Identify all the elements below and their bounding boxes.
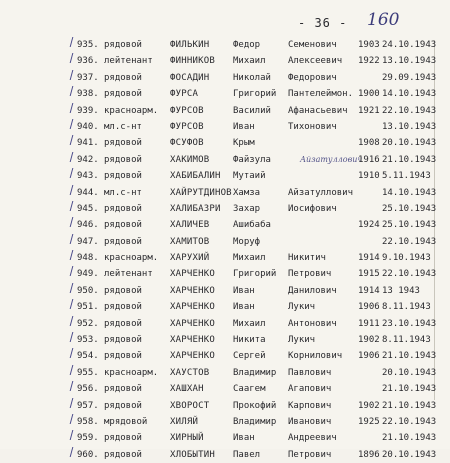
rank-cell: красноарм. xyxy=(104,367,159,378)
table-row xyxy=(0,135,450,151)
table-row xyxy=(0,201,450,217)
birth-year-cell: 1900 xyxy=(358,89,380,100)
patronymic-cell: Алексеевич xyxy=(288,56,343,67)
patronymic-cell: Никитич xyxy=(288,253,326,264)
patronymic-cell: Павлович xyxy=(288,367,332,378)
rank-cell: рядовой xyxy=(104,449,142,460)
surname-cell: ХИРНЫЙ xyxy=(170,433,204,444)
entry-number: 938. xyxy=(77,89,99,100)
patronymic-cell: Иосифович xyxy=(288,203,337,214)
surname-cell: ФИЛЬКИН xyxy=(170,40,210,50)
first-name-cell: Никита xyxy=(233,335,266,346)
birth-year-cell: 1902 xyxy=(358,400,380,411)
patronymic-cell: Федорович xyxy=(288,72,337,83)
rank-cell: рядовой xyxy=(104,40,142,50)
patronymic-cell: Тихонович xyxy=(288,121,337,132)
patronymic-cell: Агапович xyxy=(288,384,332,395)
date-cell: 13.10.1943 xyxy=(382,56,437,67)
rank-cell: рядовой xyxy=(104,138,142,149)
table-row xyxy=(0,348,450,364)
table-row xyxy=(0,332,450,348)
rank-cell: мл.с-нт xyxy=(104,121,142,132)
first-name-cell: Мутаий xyxy=(233,171,266,182)
date-cell: 20.10.1943 xyxy=(382,449,437,460)
entry-number: 940. xyxy=(77,121,99,132)
rank-cell: рядовой xyxy=(104,400,142,411)
surname-cell: ХЛОБЫТИН xyxy=(170,449,215,460)
table-row xyxy=(0,414,450,430)
first-name-cell: Прокофий xyxy=(233,400,277,411)
date-cell: 29.09.1943 xyxy=(382,72,437,83)
first-name-cell: Саагем xyxy=(233,384,266,395)
rank-cell: рядовой xyxy=(104,154,142,165)
rank-cell: лейтенант xyxy=(104,56,153,67)
entry-number: 950. xyxy=(77,285,99,296)
date-cell: 25.10.1943 xyxy=(382,203,437,214)
patronymic-cell: Пантелеймон. xyxy=(288,89,354,100)
entry-number: 952. xyxy=(77,318,99,329)
birth-year-cell: 1902 xyxy=(358,335,380,346)
surname-cell: ХАМИТОВ xyxy=(170,236,210,247)
first-name-cell: Григорий xyxy=(233,89,277,100)
birth-year-cell: 1910 xyxy=(358,171,380,182)
rank-cell: мл.с-нт xyxy=(104,187,142,198)
surname-cell: ФОСАДИН xyxy=(170,72,210,83)
entry-number: 960. xyxy=(77,449,99,460)
table-row xyxy=(0,70,450,86)
rank-cell: рядовой xyxy=(104,171,142,182)
first-name-cell: Михаил xyxy=(233,318,266,329)
birth-year-cell: 1896 xyxy=(358,449,380,460)
table-row xyxy=(0,152,450,168)
date-cell: 14.10.1943 xyxy=(382,187,437,198)
table-row xyxy=(0,53,450,69)
surname-cell: ХАРЧЕНКО xyxy=(170,351,215,362)
table-row xyxy=(0,250,450,266)
date-cell: 24.10.1943 xyxy=(382,40,437,50)
surname-cell: ХАРЧЕНКО xyxy=(170,302,215,313)
patronymic-cell: Антонович xyxy=(288,318,337,329)
handwritten-annotation: Айзатуллович xyxy=(300,155,363,164)
date-cell: 14.10.1943 xyxy=(382,89,437,100)
surname-cell: ХАКИМОВ xyxy=(170,154,210,165)
entry-number: 948. xyxy=(77,253,99,264)
first-name-cell: Владимир xyxy=(233,367,277,378)
table-row xyxy=(0,234,450,250)
date-cell: 9.10.1943 xyxy=(382,253,431,264)
rank-cell: рядовой xyxy=(104,384,142,395)
rank-cell: рядовой xyxy=(104,89,142,100)
surname-cell: ХАБИБАЛИН xyxy=(170,171,221,182)
entry-number: 937. xyxy=(77,72,99,83)
surname-cell: ФСУФОВ xyxy=(170,138,204,149)
table-row xyxy=(0,119,450,135)
entry-number: 953. xyxy=(77,335,99,346)
entry-number: 946. xyxy=(77,220,99,231)
birth-year-cell: 1924 xyxy=(358,220,380,231)
entry-number: 955. xyxy=(77,367,99,378)
table-row xyxy=(0,316,450,332)
date-cell: 21.10.1943 xyxy=(382,384,437,395)
table-row xyxy=(0,86,450,102)
table-row xyxy=(0,381,450,397)
birth-year-cell: 1921 xyxy=(358,105,380,116)
date-cell: 22.10.1943 xyxy=(382,416,437,427)
date-cell: 20.10.1943 xyxy=(382,138,437,149)
birth-year-cell: 1906 xyxy=(358,302,380,313)
rank-cell: красноарм. xyxy=(104,105,159,116)
table-row xyxy=(0,283,450,299)
birth-year-cell: 1914 xyxy=(358,285,380,296)
first-name-cell: Хамза xyxy=(233,187,261,198)
surname-cell: ХАЛИБАЗРИ xyxy=(170,203,221,214)
surname-cell: ХАЙРУТДИНОВ xyxy=(170,187,232,198)
rank-cell: рядовой xyxy=(104,72,142,83)
first-name-cell: Иван xyxy=(233,121,255,132)
entry-number: 936. xyxy=(77,56,99,67)
entry-number: 951. xyxy=(77,302,99,313)
entry-number: 944. xyxy=(77,187,99,198)
first-name-cell: Захар xyxy=(233,203,261,214)
rank-cell: рядовой xyxy=(104,433,142,444)
date-cell: 20.10.1943 xyxy=(382,367,437,378)
date-cell: 13.10.1943 xyxy=(382,121,437,132)
surname-cell: ХАРУХИЙ xyxy=(170,253,210,264)
table-row xyxy=(0,398,450,414)
patronymic-cell: Петрович xyxy=(288,449,332,460)
rank-cell: рядовой xyxy=(104,351,142,362)
birth-year-cell: 1925 xyxy=(358,416,380,427)
first-name-cell: Николай xyxy=(233,72,271,83)
table-row xyxy=(0,168,450,184)
entry-number: 943. xyxy=(77,171,99,182)
surname-cell: ХИЛЯЙ xyxy=(170,416,199,427)
entry-number: 945. xyxy=(77,203,99,214)
table-row xyxy=(0,299,450,315)
handwritten-page-number: 160 xyxy=(367,10,400,30)
first-name-cell: Михаил xyxy=(233,253,266,264)
entry-number: 954. xyxy=(77,351,99,362)
table-row xyxy=(0,185,450,201)
surname-cell: ХАРЧЕНКО xyxy=(170,318,215,329)
date-cell: 21.10.1943 xyxy=(382,433,437,444)
patronymic-cell: Афанасьевич xyxy=(288,105,348,116)
entry-number: 942. xyxy=(77,154,99,165)
first-name-cell: Моруф xyxy=(233,236,261,247)
patronymic-cell: Корнилович xyxy=(288,351,343,362)
date-cell: 23.10.1943 xyxy=(382,318,437,329)
date-cell: 22.10.1943 xyxy=(382,269,437,280)
first-name-cell: Крым xyxy=(233,138,255,149)
date-cell: 22.10.1943 xyxy=(382,236,437,247)
entry-number: 935. xyxy=(77,40,99,50)
date-cell: 8.11.1943 xyxy=(382,302,431,313)
first-name-cell: Файзула xyxy=(233,154,271,165)
rank-cell: мрядовой xyxy=(104,416,148,427)
table-row xyxy=(0,103,450,119)
surname-cell: ФУРСА xyxy=(170,89,199,100)
surname-cell: ХАРЧЕНКО xyxy=(170,269,215,280)
patronymic-cell: Андреевич xyxy=(288,433,337,444)
patronymic-cell: Лукич xyxy=(288,302,316,313)
surname-cell: ФУРСОВ xyxy=(170,105,204,116)
patronymic-cell: Петрович xyxy=(288,269,332,280)
patronymic-cell: Семенович xyxy=(288,40,337,50)
birth-year-cell: 1908 xyxy=(358,138,380,149)
casualty-list xyxy=(0,37,450,463)
date-cell: 13 1943 xyxy=(382,285,420,296)
surname-cell: ХВОРОСТ xyxy=(170,400,210,411)
table-row xyxy=(0,217,450,233)
first-name-cell: Иван xyxy=(233,285,255,296)
rank-cell: красноарм. xyxy=(104,253,159,264)
table-row xyxy=(0,365,450,381)
first-name-cell: Ашибаба xyxy=(233,220,271,231)
surname-cell: ХАУСТОВ xyxy=(170,367,210,378)
entry-number: 957. xyxy=(77,400,99,411)
patronymic-cell: Лукич xyxy=(288,335,316,346)
birth-year-cell: 1922 xyxy=(358,56,380,67)
patronymic-cell: Иванович xyxy=(288,416,332,427)
table-row xyxy=(0,447,450,463)
rank-cell: лейтенант xyxy=(104,269,153,280)
rank-cell: рядовой xyxy=(104,335,142,346)
surname-cell: ФУРСОВ xyxy=(170,121,204,132)
first-name-cell: Федор xyxy=(233,40,261,50)
first-name-cell: Иван xyxy=(233,433,255,444)
first-name-cell: Владимир xyxy=(233,416,277,427)
birth-year-cell: 1916 xyxy=(358,154,380,165)
birth-year-cell: 1906 xyxy=(358,351,380,362)
patronymic-cell: Айзатуллович xyxy=(288,187,354,198)
rank-cell: рядовой xyxy=(104,302,142,313)
birth-year-cell: 1911 xyxy=(358,318,380,329)
first-name-cell: Михаил xyxy=(233,56,266,67)
date-cell: 21.10.1943 xyxy=(382,400,437,411)
patronymic-cell: Данилович xyxy=(288,285,337,296)
date-cell: 5.11.1943 xyxy=(382,171,431,182)
rank-cell: рядовой xyxy=(104,318,142,329)
rank-cell: рядовой xyxy=(104,220,142,231)
date-cell: 8.11.1943 xyxy=(382,335,431,346)
table-row xyxy=(0,37,450,53)
page-header xyxy=(0,10,450,34)
table-row xyxy=(0,266,450,282)
surname-cell: ХАЛИЧЕВ xyxy=(170,220,210,231)
patronymic-cell: Карпович xyxy=(288,400,332,411)
surname-cell: ХАРЧЕНКО xyxy=(170,335,215,346)
surname-cell: ХАШХАН xyxy=(170,384,204,395)
entry-number: 947. xyxy=(77,236,99,247)
first-name-cell: Иван xyxy=(233,302,255,313)
rank-cell: рядовой xyxy=(104,236,142,247)
first-name-cell: Сергей xyxy=(233,351,266,362)
table-row xyxy=(0,430,450,446)
first-name-cell: Василий xyxy=(233,105,271,116)
entry-number: 959. xyxy=(77,433,99,444)
date-cell: 21.10.1943 xyxy=(382,154,437,165)
entry-number: 941. xyxy=(77,138,99,149)
date-cell: 21.10.1943 xyxy=(382,351,437,362)
date-cell: 22.10.1943 xyxy=(382,105,437,116)
surname-cell: ФИННИКОВ xyxy=(170,56,215,67)
entry-number: 956. xyxy=(77,384,99,395)
page-number: - 36 - xyxy=(298,16,348,30)
date-cell: 25.10.1943 xyxy=(382,220,437,231)
entry-number: 958. xyxy=(77,416,99,427)
rank-cell: рядовой xyxy=(104,285,142,296)
entry-number: 939. xyxy=(77,105,99,116)
rank-cell: рядовой xyxy=(104,203,142,214)
birth-year-cell: 1914 xyxy=(358,253,380,264)
first-name-cell: Григорий xyxy=(233,269,277,280)
entry-number: 949. xyxy=(77,269,99,280)
first-name-cell: Павел xyxy=(233,449,261,460)
surname-cell: ХАРЧЕНКО xyxy=(170,285,215,296)
birth-year-cell: 1903 xyxy=(358,40,380,50)
birth-year-cell: 1915 xyxy=(358,269,380,280)
